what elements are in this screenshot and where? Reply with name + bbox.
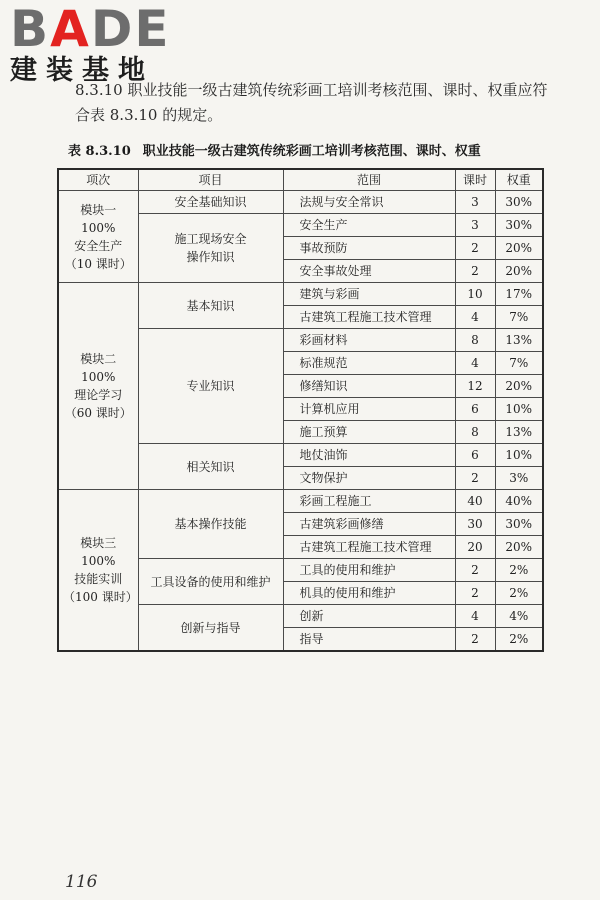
table-row bbox=[58, 191, 543, 214]
weight-cell: 13% bbox=[495, 329, 543, 352]
weight-cell: 40% bbox=[495, 490, 543, 513]
item-cell: 工具设备的使用和维护 bbox=[138, 559, 283, 605]
weight-cell: 7% bbox=[495, 352, 543, 375]
range-cell: 古建筑工程施工技术管理 bbox=[283, 536, 455, 559]
hours-cell: 2 bbox=[455, 237, 495, 260]
brand-logo bbox=[10, 0, 171, 86]
range-cell: 事故预防 bbox=[283, 237, 455, 260]
page-number: 116 bbox=[65, 872, 98, 892]
range-cell: 建筑与彩画 bbox=[283, 283, 455, 306]
hours-cell: 10 bbox=[455, 283, 495, 306]
range-cell: 指导 bbox=[283, 628, 455, 652]
range-cell: 文物保护 bbox=[283, 467, 455, 490]
hours-cell: 8 bbox=[455, 421, 495, 444]
header-cell: 课时 bbox=[455, 169, 495, 191]
weight-cell: 20% bbox=[495, 375, 543, 398]
item-cell: 基本操作技能 bbox=[138, 490, 283, 559]
item-cell: 创新与指导 bbox=[138, 605, 283, 652]
table-row bbox=[58, 283, 543, 306]
item-cell: 相关知识 bbox=[138, 444, 283, 490]
range-cell: 修缮知识 bbox=[283, 375, 455, 398]
hours-cell: 4 bbox=[455, 605, 495, 628]
range-cell: 安全生产 bbox=[283, 214, 455, 237]
range-cell: 安全事故处理 bbox=[283, 260, 455, 283]
hours-cell: 6 bbox=[455, 398, 495, 421]
hours-cell: 3 bbox=[455, 214, 495, 237]
table-caption bbox=[68, 140, 538, 159]
module-cell: 模块二 100% 理论学习 （60 课时） bbox=[58, 283, 138, 490]
item-cell: 基本知识 bbox=[138, 283, 283, 329]
table-title: 职业技能一级古建筑传统彩画工培训考核范围、课时、权重 bbox=[142, 144, 481, 159]
hours-cell: 8 bbox=[455, 329, 495, 352]
weight-cell: 7% bbox=[495, 306, 543, 329]
table-row bbox=[58, 490, 543, 513]
hours-cell: 2 bbox=[455, 582, 495, 605]
hours-cell: 40 bbox=[455, 490, 495, 513]
hours-cell: 12 bbox=[455, 375, 495, 398]
hours-cell: 20 bbox=[455, 536, 495, 559]
hours-cell: 2 bbox=[455, 628, 495, 652]
hours-cell: 3 bbox=[455, 191, 495, 214]
range-cell: 古建筑工程施工技术管理 bbox=[283, 306, 455, 329]
weight-cell: 17% bbox=[495, 283, 543, 306]
hours-cell: 4 bbox=[455, 352, 495, 375]
range-cell: 古建筑彩画修缮 bbox=[283, 513, 455, 536]
range-cell: 彩画工程施工 bbox=[283, 490, 455, 513]
weight-cell: 2% bbox=[495, 582, 543, 605]
range-cell: 工具的使用和维护 bbox=[283, 559, 455, 582]
hours-cell: 6 bbox=[455, 444, 495, 467]
table-number: 表 8.3.10 bbox=[68, 144, 131, 159]
weight-cell: 20% bbox=[495, 237, 543, 260]
header-cell: 项目 bbox=[138, 169, 283, 191]
range-cell: 施工预算 bbox=[283, 421, 455, 444]
item-cell: 安全基础知识 bbox=[138, 191, 283, 214]
hours-cell: 2 bbox=[455, 260, 495, 283]
module-cell: 模块一 100% 安全生产 （10 课时） bbox=[58, 191, 138, 283]
range-cell: 创新 bbox=[283, 605, 455, 628]
range-cell: 法规与安全常识 bbox=[283, 191, 455, 214]
hours-cell: 2 bbox=[455, 467, 495, 490]
header-cell: 项次 bbox=[58, 169, 138, 191]
range-cell: 地仗油饰 bbox=[283, 444, 455, 467]
logo-wordmark: BADE bbox=[10, 0, 171, 58]
weight-cell: 2% bbox=[495, 559, 543, 582]
range-cell: 标准规范 bbox=[283, 352, 455, 375]
weight-cell: 4% bbox=[495, 605, 543, 628]
item-cell: 专业知识 bbox=[138, 329, 283, 444]
weight-cell: 30% bbox=[495, 513, 543, 536]
logo-subtitle: 建装基地 bbox=[10, 55, 154, 86]
range-cell: 机具的使用和维护 bbox=[283, 582, 455, 605]
header-cell: 范围 bbox=[283, 169, 455, 191]
hours-cell: 2 bbox=[455, 559, 495, 582]
weight-cell: 30% bbox=[495, 214, 543, 237]
table-header-row bbox=[58, 169, 543, 191]
weight-cell: 2% bbox=[495, 628, 543, 652]
weight-cell: 3% bbox=[495, 467, 543, 490]
weight-cell: 13% bbox=[495, 421, 543, 444]
range-cell: 彩画材料 bbox=[283, 329, 455, 352]
weight-cell: 10% bbox=[495, 398, 543, 421]
training-table bbox=[57, 168, 544, 652]
module-cell: 模块三 100% 技能实训 （100 课时） bbox=[58, 490, 138, 652]
hours-cell: 30 bbox=[455, 513, 495, 536]
item-cell: 施工现场安全 操作知识 bbox=[138, 214, 283, 283]
weight-cell: 10% bbox=[495, 444, 543, 467]
header-cell: 权重 bbox=[495, 169, 543, 191]
hours-cell: 4 bbox=[455, 306, 495, 329]
weight-cell: 20% bbox=[495, 260, 543, 283]
weight-cell: 20% bbox=[495, 536, 543, 559]
range-cell: 计算机应用 bbox=[283, 398, 455, 421]
weight-cell: 30% bbox=[495, 191, 543, 214]
intro-paragraph: 8.3.10 职业技能一级古建筑传统彩画工培训考核范围、课时、权重应符合表 8.3.10 的规定。 bbox=[75, 81, 548, 124]
